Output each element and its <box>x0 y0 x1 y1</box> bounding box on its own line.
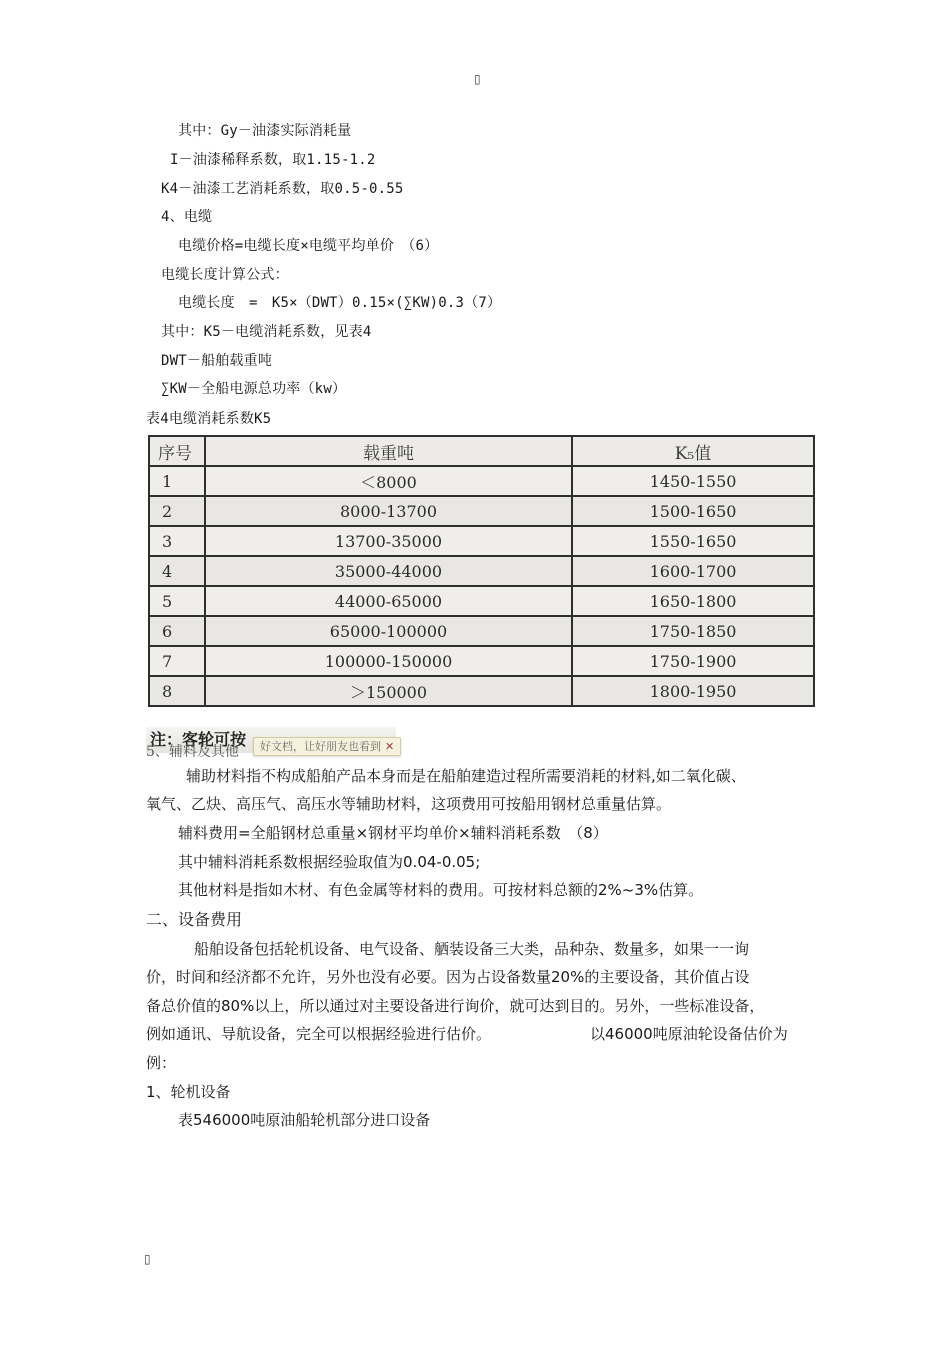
cell-index: 3 <box>149 526 205 556</box>
aux-coefficient: 其中辅料消耗系数根据经验取值为0.04-0.05; <box>178 853 481 871</box>
cell-k5: 1550-1650 <box>572 526 814 556</box>
close-icon[interactable]: ✕ <box>385 740 395 753</box>
equip-para-line-4b: 以46000吨原油轮设备估价为 <box>590 1025 788 1043</box>
header-index: 序号 <box>149 436 205 466</box>
formula-cable-length: 电缆长度 = K5×（DWT）0.15×(∑KW)0.3（7） <box>178 295 502 311</box>
cell-k5: 1600-1700 <box>572 556 814 586</box>
cell-index: 6 <box>149 616 205 646</box>
cable-length-label: 电缆长度计算公式： <box>161 267 289 283</box>
equip-para-line-3: 备总价值的80%以上，所以通过对主要设备进行询价，就可达到目的。另外，一些标准设备， <box>146 997 765 1015</box>
cell-k5: 1650-1800 <box>572 586 814 616</box>
header-tonnage: 载重吨 <box>205 436 572 466</box>
cell-k5: 1750-1850 <box>572 616 814 646</box>
cell-tonnage: ＞150000 <box>205 676 572 706</box>
cell-tonnage: ＜8000 <box>205 466 572 496</box>
table-caption: 表4电缆消耗系数K5 <box>146 411 272 427</box>
table-row <box>149 646 814 676</box>
definition-i: I－油漆稀释系数，取1.15-1.2 <box>170 152 376 168</box>
cell-tonnage: 65000-100000 <box>205 616 572 646</box>
cell-k5: 1450-1550 <box>572 466 814 496</box>
share-popup[interactable] <box>253 737 401 756</box>
table-row <box>149 586 814 616</box>
aux-paragraph-line-2: 氧气、乙炔、高压气、高压水等辅助材料，这项费用可按船用钢材总重量估算。 <box>146 795 672 813</box>
cell-tonnage: 8000-13700 <box>205 496 572 526</box>
definition-k5: 其中：K5－电缆消耗系数，见表4 <box>161 324 372 340</box>
table-note: 注：客轮可按 <box>146 727 396 753</box>
cable-coefficient-table <box>148 435 815 707</box>
cell-index: 2 <box>149 496 205 526</box>
aux-paragraph-line-1: 辅助材料指不构成船舶产品本身而是在船舶建造过程所需要消耗的材料,如二氧化碳、 <box>186 767 746 785</box>
cell-tonnage: 100000-150000 <box>205 646 572 676</box>
cell-index: 5 <box>149 586 205 616</box>
equip-para-line-4a: 例如通讯、导航设备，完全可以根据经验进行估价。 <box>146 1025 492 1043</box>
table-row <box>149 496 814 526</box>
table-row <box>149 616 814 646</box>
clipped-heading-text: 5、辅料及其他 <box>146 744 239 760</box>
table-row <box>149 466 814 496</box>
cell-k5: 1800-1950 <box>572 676 814 706</box>
equip-para-line-5: 例： <box>146 1054 177 1072</box>
share-popup-text: 好文档，让好朋友也看到 <box>260 740 381 753</box>
table-header-row <box>149 436 814 466</box>
cell-index: 7 <box>149 646 205 676</box>
cell-k5: 1500-1650 <box>572 496 814 526</box>
page-marker-top: ▯ <box>474 72 481 86</box>
formula-cable-price: 电缆价格=电缆长度×电缆平均单价 （6） <box>178 238 439 254</box>
table-row <box>149 526 814 556</box>
formula-aux: 辅料费用=全船钢材总重量×钢材平均单价×辅料消耗系数 （8） <box>178 824 608 842</box>
subheading-engine-equipment: 1、轮机设备 <box>146 1083 231 1101</box>
table-row <box>149 676 814 706</box>
section-cable-heading: 4、电缆 <box>161 209 213 225</box>
page-marker-bottom: ▯ <box>144 1252 151 1266</box>
cell-index: 1 <box>149 466 205 496</box>
table5-caption: 表546000吨原油船轮机部分进口设备 <box>178 1111 431 1129</box>
definition-dwt: DWT－船舶载重吨 <box>161 353 273 369</box>
cell-index: 8 <box>149 676 205 706</box>
definition-gy: 其中：Gy－油漆实际消耗量 <box>178 123 352 139</box>
definition-k4: K4－油漆工艺消耗系数，取0.5-0.55 <box>161 181 404 197</box>
header-k5: K₅值 <box>572 436 814 466</box>
other-materials: 其他材料是指如木材、有色金属等材料的费用。可按材料总额的2%~3%估算。 <box>178 881 704 899</box>
definition-kw: ∑KW－全船电源总功率（kw） <box>161 381 347 397</box>
cell-index: 4 <box>149 556 205 586</box>
equip-para-line-1: 船舶设备包括轮机设备、电气设备、舾装设备三大类，品种杂、数量多，如果一一询 <box>194 940 750 958</box>
equip-para-line-2: 价，时间和经济都不允许，另外也没有必要。因为占设备数量20%的主要设备，其价值占设 <box>146 968 750 986</box>
cell-tonnage: 35000-44000 <box>205 556 572 586</box>
cell-tonnage: 13700-35000 <box>205 526 572 556</box>
clipped-heading <box>146 744 266 760</box>
table-row <box>149 556 814 586</box>
cell-tonnage: 44000-65000 <box>205 586 572 616</box>
section-two-title: 二、设备费用 <box>146 910 243 929</box>
cell-k5: 1750-1900 <box>572 646 814 676</box>
